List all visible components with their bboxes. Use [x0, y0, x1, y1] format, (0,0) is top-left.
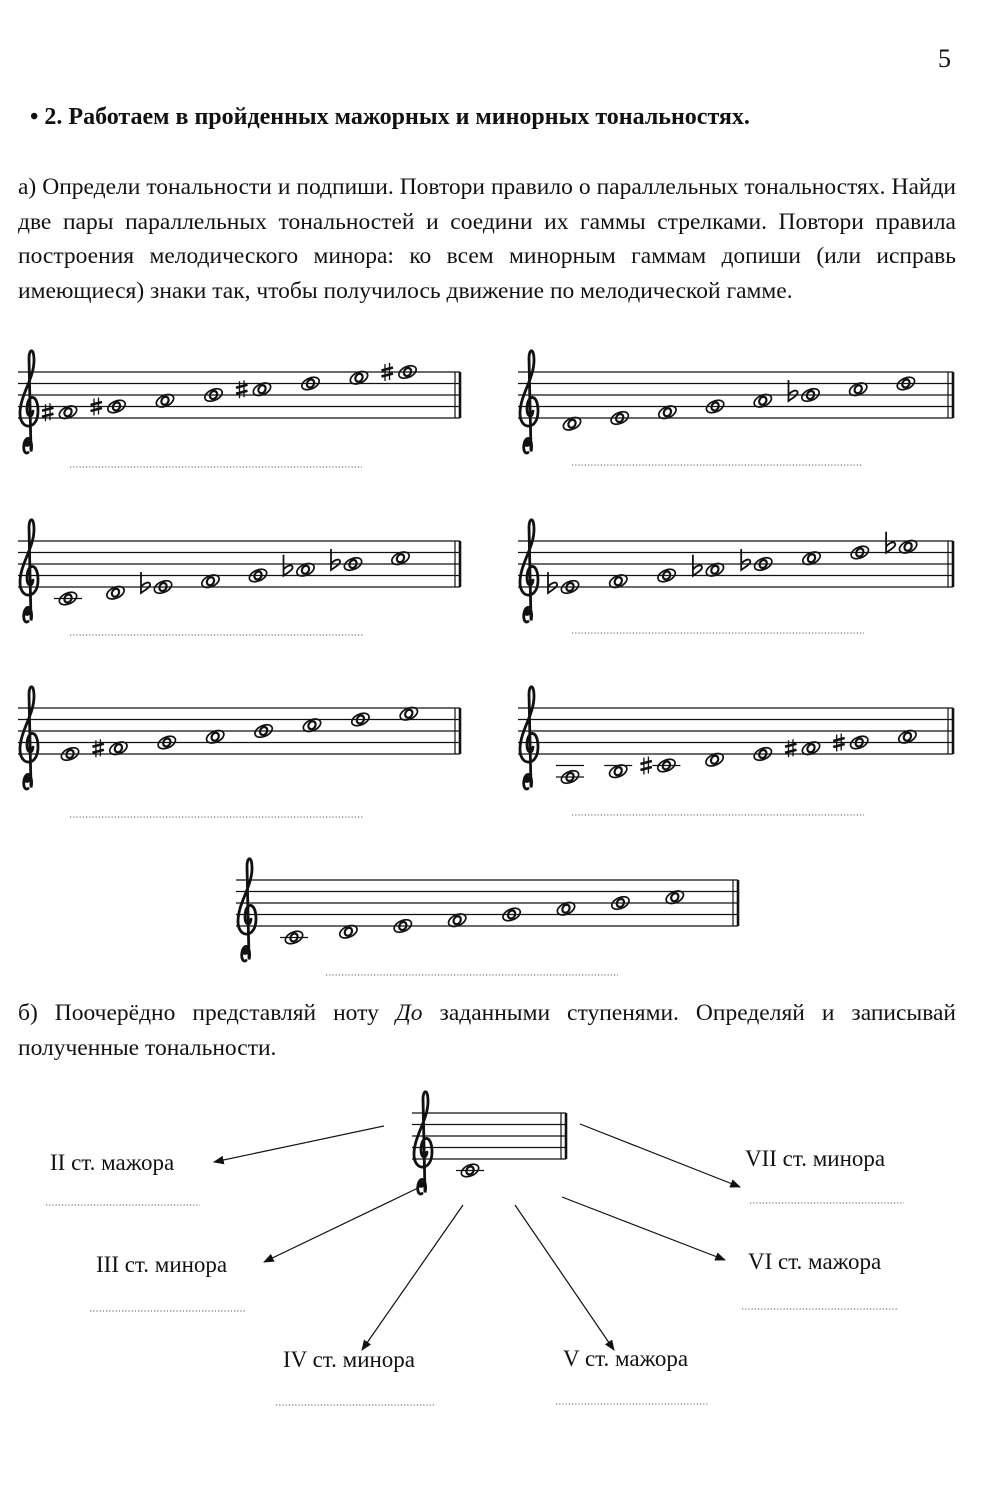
treble-clef-dot-icon — [23, 609, 30, 616]
scale-staff-6 — [518, 687, 953, 815]
scale-staff-3 — [18, 520, 460, 635]
degree-label-vi-major: VI ст. мажора — [748, 1249, 882, 1274]
scale-staff-5 — [18, 687, 460, 817]
sharp-bars-icon — [640, 761, 652, 770]
treble-clef-dot-icon — [417, 1181, 424, 1188]
degree-arrow-3 — [362, 1205, 463, 1350]
treble-clef-icon — [414, 1092, 432, 1194]
degree-arrow-5 — [562, 1197, 725, 1260]
treble-clef-dot-icon — [23, 776, 30, 783]
degree-arrow-1 — [214, 1126, 384, 1162]
task-b-text-after: заданными ступенями. Определяй и записывай полученные тональности. — [18, 1000, 956, 1061]
scale-staff-2 — [518, 351, 953, 465]
scale-staff-1 — [18, 351, 460, 467]
treble-clef-icon — [520, 687, 538, 789]
task-b-text-before: б) Поочерёдно представляй ноту — [18, 1000, 396, 1026]
treble-clef-dot-icon — [523, 776, 530, 783]
degree-arrow-6 — [580, 1124, 740, 1187]
treble-clef-icon — [520, 520, 538, 622]
sharp-bars-icon — [42, 408, 54, 417]
treble-clef-icon — [20, 351, 38, 453]
treble-clef-icon — [520, 351, 538, 453]
treble-clef-dot-icon — [523, 609, 530, 616]
exercise-heading: • 2. Работаем в пройденных мажорных и минорных тональностях. — [30, 104, 750, 130]
center-staff — [412, 1092, 566, 1194]
scale-staff-7 — [236, 859, 738, 975]
treble-clef-icon — [20, 520, 38, 622]
flat-icon — [284, 555, 293, 576]
treble-clef-dot-icon — [23, 440, 30, 447]
page-number: 5 — [938, 44, 951, 73]
treble-clef-dot-icon — [523, 440, 530, 447]
degree-label-ii-major: II ст. мажора — [50, 1150, 175, 1175]
flat-icon — [886, 532, 895, 553]
sharp-bars-icon — [236, 385, 248, 394]
sharp-bars-icon — [92, 744, 104, 753]
task-b-instructions — [18, 996, 956, 1065]
treble-clef-icon — [238, 859, 256, 961]
task-a-instructions: а) Определи тональности и подпиши. Повтори правило о параллельных тональностях. Найди две пары параллельных тональностей и соедини их гаммы стрелками. Повтори правила построения мелодического минора: ко всем минорным гаммам допиши (или исправь имеющиеся) знаки так, чтобы получилось движение по мелодической гамме. — [18, 174, 956, 304]
task-b-note-name: До — [395, 1000, 423, 1026]
treble-clef-dot-icon — [241, 948, 248, 955]
degree-label-iv-minor: IV ст. минора — [283, 1347, 416, 1372]
degree-arrow-4 — [515, 1205, 614, 1350]
treble-clef-icon — [20, 687, 38, 789]
degree-label-iii-minor: III ст. минора — [96, 1252, 228, 1277]
degree-label-v-major: V ст. мажора — [563, 1346, 689, 1371]
flat-icon — [693, 555, 702, 576]
sharp-icon — [644, 757, 649, 775]
degree-arrow-2 — [264, 1188, 418, 1262]
scale-staff-4 — [518, 520, 953, 633]
degree-label-vii-minor: VII ст. минора — [745, 1146, 886, 1171]
sharp-bars-icon — [785, 744, 797, 753]
